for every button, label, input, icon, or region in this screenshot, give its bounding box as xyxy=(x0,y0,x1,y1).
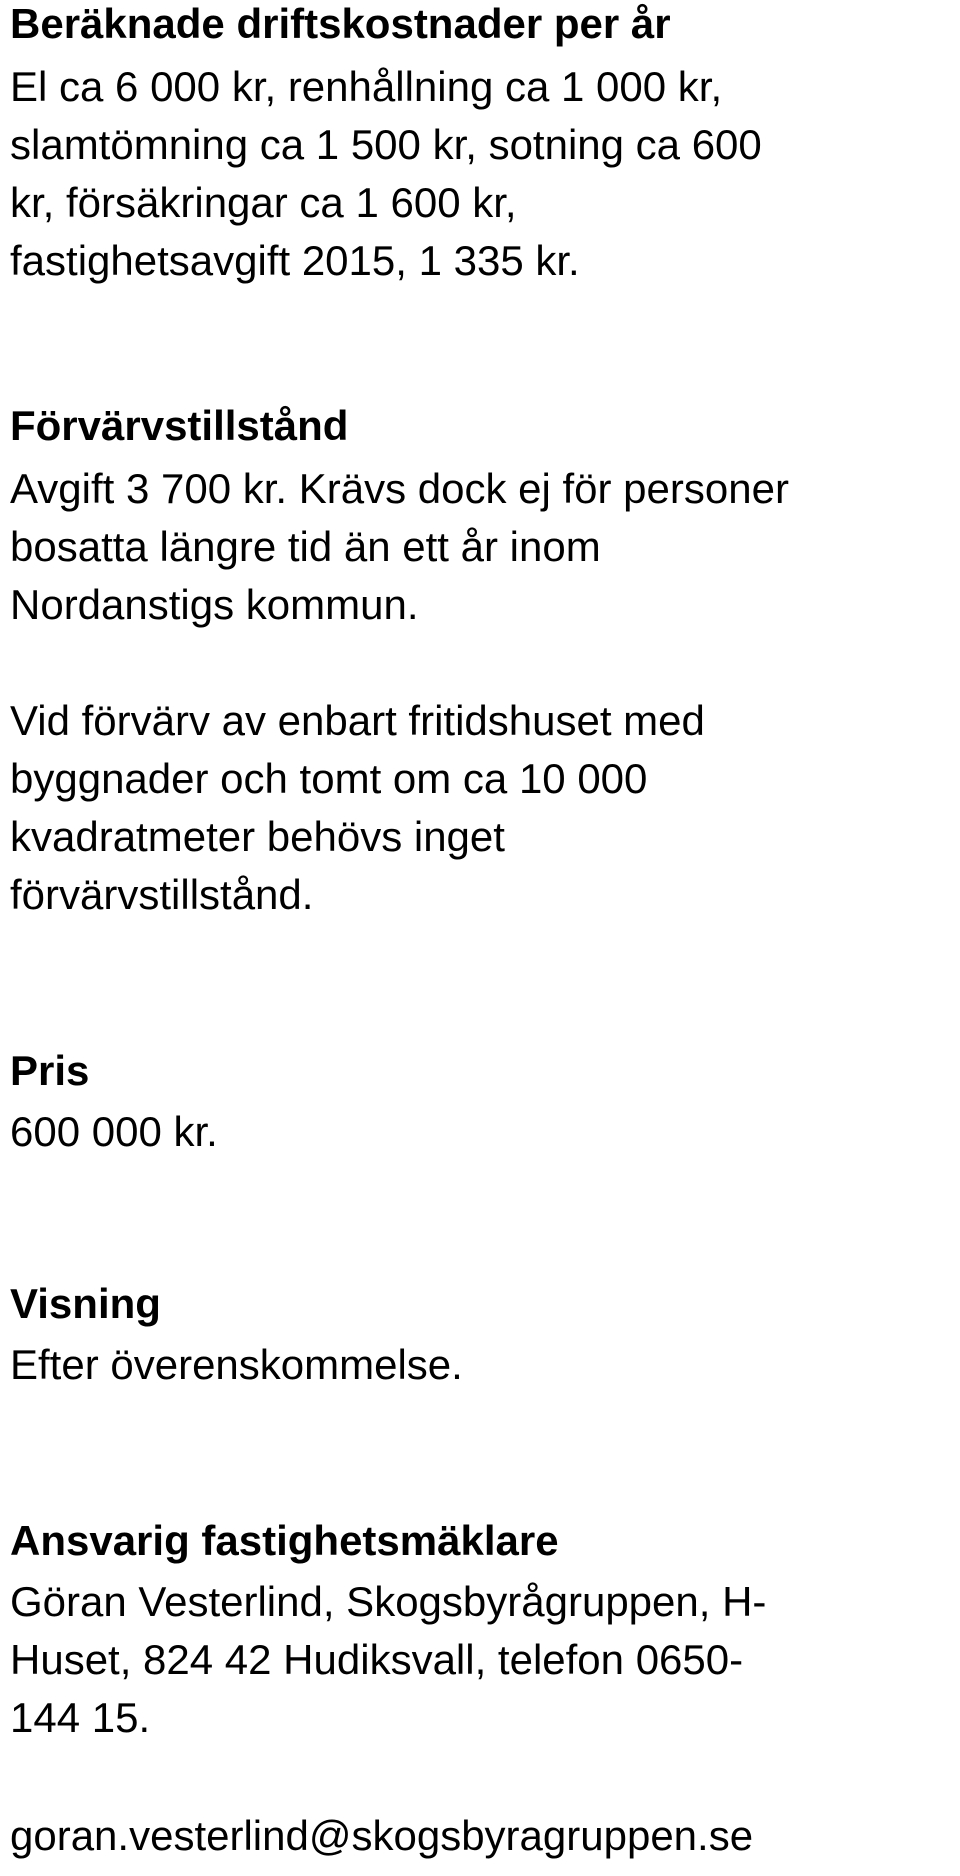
price-text xyxy=(10,1103,218,1161)
responsible-agent-text xyxy=(10,1573,766,1747)
viewing-heading: Visning xyxy=(10,1280,161,1327)
permit-exemption-text xyxy=(10,692,705,924)
agent-email-text xyxy=(10,1807,753,1865)
text-line: Huset, 824 42 Hudiksvall, telefon 0650- xyxy=(10,1636,744,1683)
text-line: slamtömning ca 1 500 kr, sotning ca 600 xyxy=(10,121,762,168)
text-line: Vid förvärv av enbart fritidshuset med xyxy=(10,697,705,744)
permit-exemption-section xyxy=(10,692,705,924)
text-line: kr, försäkringar ca 1 600 kr, xyxy=(10,179,517,226)
agent-email-section xyxy=(10,1807,753,1865)
text-line: kvadratmeter behövs inget xyxy=(10,813,505,860)
price-heading: Pris xyxy=(10,1047,90,1094)
price-section xyxy=(10,1047,218,1161)
viewing-text xyxy=(10,1336,463,1394)
operating-costs-section xyxy=(10,0,762,290)
text-line: Efter överenskommelse. xyxy=(10,1341,463,1388)
acquisition-permit-heading: Förvärvstillstånd xyxy=(10,402,349,449)
acquisition-permit-section xyxy=(10,402,789,634)
text-line: Avgift 3 700 kr. Krävs dock ej för personer xyxy=(10,465,789,512)
text-line: förvärvstillstånd. xyxy=(10,871,314,918)
text-line: 144 15. xyxy=(10,1694,151,1741)
text-line: byggnader och tomt om ca 10 000 xyxy=(10,755,648,802)
text-line: fastighetsavgift 2015, 1 335 kr. xyxy=(10,237,580,284)
text-line: Göran Vesterlind, Skogsbyrågruppen, H- xyxy=(10,1578,767,1625)
operating-costs-text xyxy=(10,58,762,290)
price-value: 600 000 kr. xyxy=(10,1108,218,1155)
operating-costs-heading: Beräknade driftskostnader per år xyxy=(10,0,671,47)
acquisition-permit-text xyxy=(10,460,789,634)
responsible-agent-section xyxy=(10,1517,766,1747)
text-line: Nordanstigs kommun. xyxy=(10,581,419,628)
text-line: bosatta längre tid än ett år inom xyxy=(10,523,601,570)
viewing-section xyxy=(10,1280,463,1394)
responsible-agent-heading: Ansvarig fastighetsmäklare xyxy=(10,1517,559,1564)
text-line: El ca 6 000 kr, renhållning ca 1 000 kr, xyxy=(10,63,723,110)
agent-email: goran.vesterlind@skogsbyragruppen.se xyxy=(10,1812,754,1859)
